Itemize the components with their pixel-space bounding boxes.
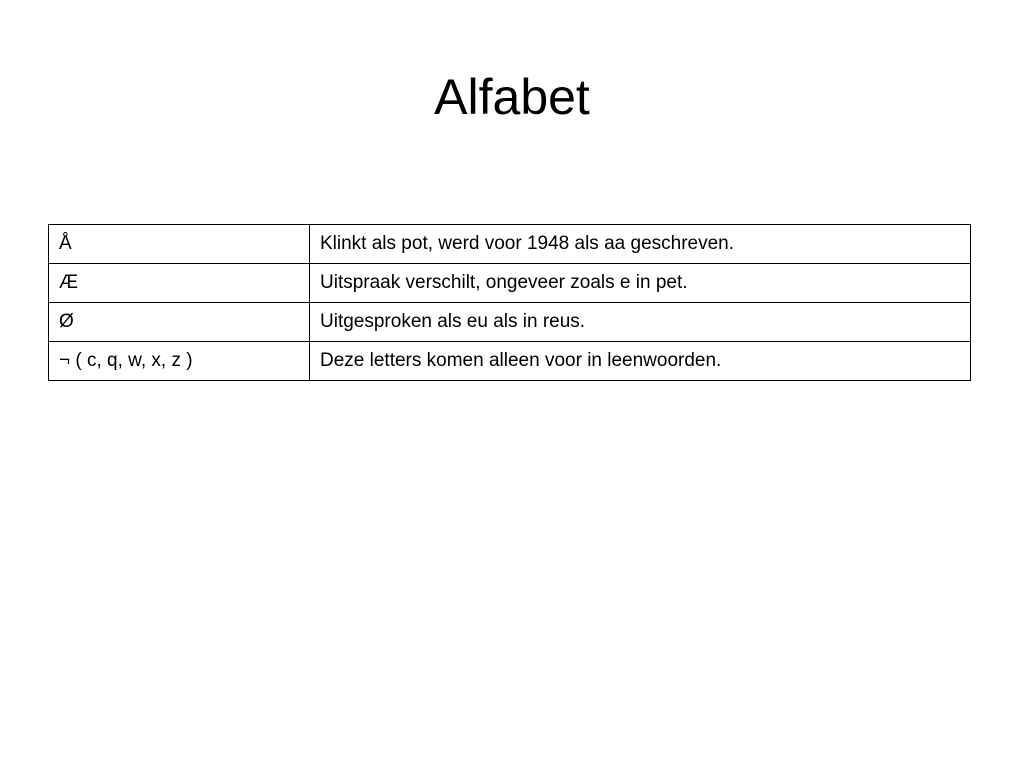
table-row [49,225,971,264]
alphabet-table [48,224,971,381]
slide-title: Alfabet [434,69,590,125]
description-cell: Uitgesproken als eu als in reus. [310,303,971,342]
description-cell: Deze letters komen alleen voor in leenwoorden. [310,342,971,381]
letter-cell: ¬ ( c, q, w, x, z ) [49,342,310,381]
description-cell: Klinkt als pot, werd voor 1948 als aa geschreven. [310,225,971,264]
letter-cell: Ø [49,303,310,342]
description-cell: Uitspraak verschilt, ongeveer zoals e in pet. [310,264,971,303]
table-row [49,342,971,381]
table-row [49,303,971,342]
letter-cell: Å [49,225,310,264]
letter-cell: Æ [49,264,310,303]
table-row [49,264,971,303]
